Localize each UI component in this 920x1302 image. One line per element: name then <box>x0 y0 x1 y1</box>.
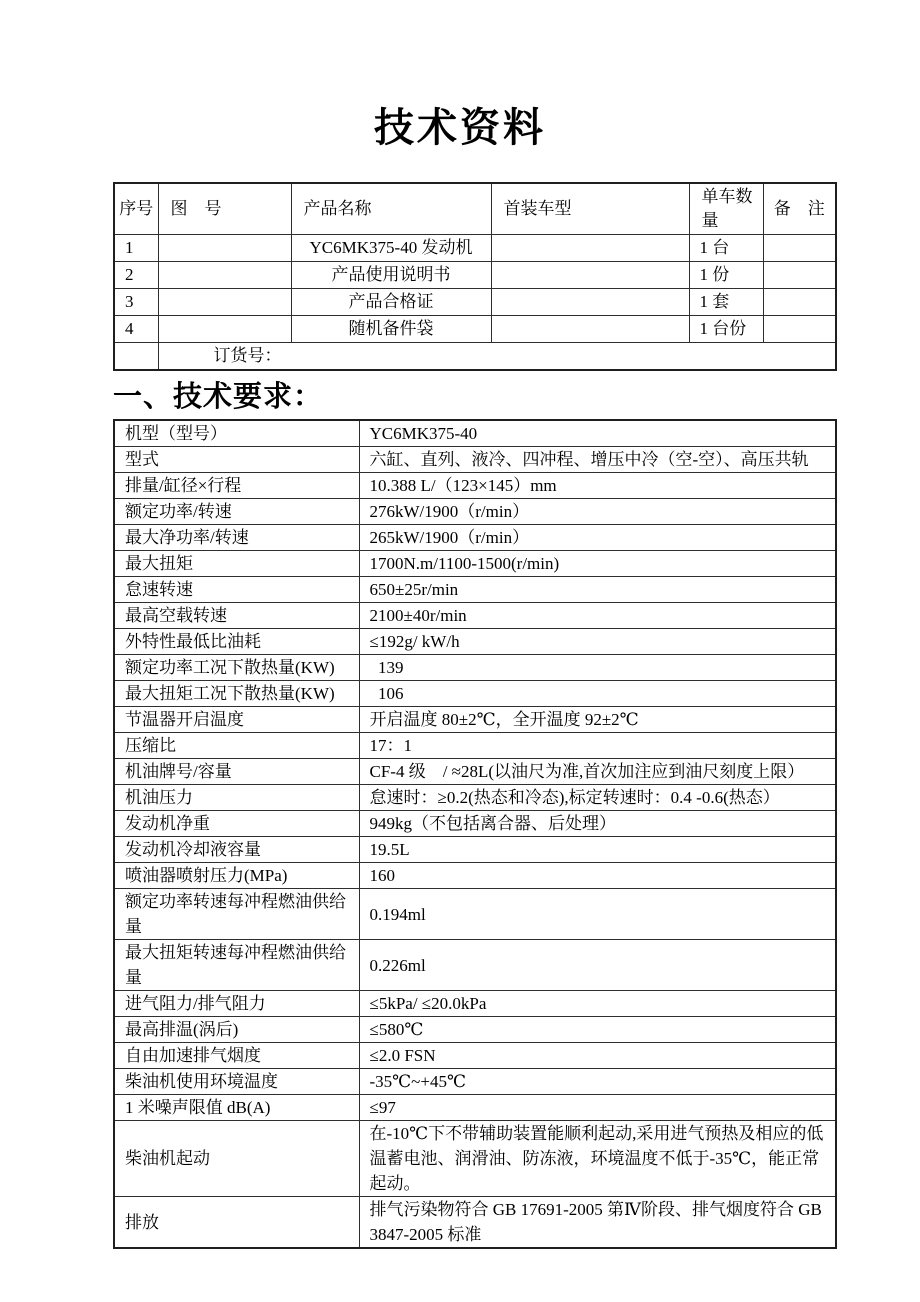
spec-table-row <box>114 1121 836 1197</box>
spec-value: 在-10℃下不带辅助装置能顺利起动,采用进气预热及相应的低温蓄电池、润滑油、防冻液，环境温度不低于-35℃，能正常起动。 <box>359 1121 836 1197</box>
parts-cell-no: 3 <box>114 289 158 316</box>
spec-label: 最大扭矩工况下散热量(KW) <box>114 681 359 707</box>
spec-table-row <box>114 785 836 811</box>
parts-cell-product-name: YC6MK375-40 发动机 <box>291 235 491 262</box>
spec-value: 17：1 <box>359 733 836 759</box>
parts-table-footer <box>114 343 836 371</box>
spec-table-row <box>114 733 836 759</box>
parts-header-row <box>114 183 836 235</box>
spec-value: 650±25r/min <box>359 577 836 603</box>
parts-cell-qty: 1 份 <box>689 262 763 289</box>
spec-table-row <box>114 447 836 473</box>
parts-table <box>113 182 837 371</box>
spec-label: 1 米噪声限值 dB(A) <box>114 1095 359 1121</box>
spec-value: 0.226ml <box>359 940 836 991</box>
spec-label: 最大扭矩转速每冲程燃油供给量 <box>114 940 359 991</box>
order-number-label: 订货号： <box>158 343 836 371</box>
spec-value: ≤5kPa/ ≤20.0kPa <box>359 991 836 1017</box>
spec-table-body <box>114 420 836 1248</box>
parts-cell-remark <box>763 316 836 343</box>
spec-label: 柴油机使用环境温度 <box>114 1069 359 1095</box>
spec-label: 柴油机起动 <box>114 1121 359 1197</box>
parts-cell-drawing-no <box>158 289 291 316</box>
spec-table-row <box>114 499 836 525</box>
parts-cell-no: 4 <box>114 316 158 343</box>
spec-label: 机油压力 <box>114 785 359 811</box>
parts-cell-drawing-no <box>158 316 291 343</box>
spec-table-row <box>114 863 836 889</box>
spec-value: 2100±40r/min <box>359 603 836 629</box>
spec-table-row <box>114 707 836 733</box>
parts-table-row <box>114 235 836 262</box>
parts-cell-vehicle-model <box>491 262 689 289</box>
parts-footer-empty-cell <box>114 343 158 371</box>
parts-cell-vehicle-model <box>491 316 689 343</box>
spec-value: 六缸、直列、液冷、四冲程、增压中冷（空-空）、高压共轨 <box>359 447 836 473</box>
spec-table-row <box>114 655 836 681</box>
spec-value: 开启温度 80±2℃，全开温度 92±2℃ <box>359 707 836 733</box>
parts-header-drawing-no: 图 号 <box>158 183 291 235</box>
parts-cell-remark <box>763 262 836 289</box>
spec-table <box>113 419 837 1249</box>
spec-value: ≤580℃ <box>359 1017 836 1043</box>
spec-label: 机型（型号） <box>114 420 359 447</box>
parts-table-header <box>114 183 836 235</box>
spec-label: 发动机冷却液容量 <box>114 837 359 863</box>
parts-table-body <box>114 235 836 343</box>
spec-table-row <box>114 811 836 837</box>
spec-value: 160 <box>359 863 836 889</box>
spec-table-row <box>114 759 836 785</box>
parts-cell-no: 1 <box>114 235 158 262</box>
spec-label: 喷油器喷射压力(MPa) <box>114 863 359 889</box>
spec-table-row <box>114 420 836 447</box>
parts-cell-product-name: 产品合格证 <box>291 289 491 316</box>
spec-value: 139 <box>359 655 836 681</box>
spec-table-row <box>114 1043 836 1069</box>
parts-cell-no: 2 <box>114 262 158 289</box>
spec-label: 外特性最低比油耗 <box>114 629 359 655</box>
spec-table-row <box>114 629 836 655</box>
spec-label: 额定功率工况下散热量(KW) <box>114 655 359 681</box>
parts-table-row <box>114 316 836 343</box>
parts-footer-row <box>114 343 836 371</box>
spec-value: 排气污染物符合 GB 17691-2005 第Ⅳ阶段、排气烟度符合 GB 3847-2005 标准 <box>359 1197 836 1249</box>
spec-label: 最大扭矩 <box>114 551 359 577</box>
parts-cell-qty: 1 台份 <box>689 316 763 343</box>
spec-label: 最高空载转速 <box>114 603 359 629</box>
document-title: 技术资料 <box>374 105 546 150</box>
parts-cell-vehicle-model <box>491 289 689 316</box>
spec-label: 发动机净重 <box>114 811 359 837</box>
spec-table-row <box>114 1197 836 1249</box>
spec-label: 额定功率/转速 <box>114 499 359 525</box>
parts-header-product-name: 产品名称 <box>291 183 491 235</box>
spec-label: 节温器开启温度 <box>114 707 359 733</box>
spec-table-row <box>114 1095 836 1121</box>
spec-table-row <box>114 1017 836 1043</box>
spec-value: 276kW/1900（r/min） <box>359 499 836 525</box>
spec-label: 自由加速排气烟度 <box>114 1043 359 1069</box>
spec-value: ≤2.0 FSN <box>359 1043 836 1069</box>
parts-header-no: 序号 <box>114 183 158 235</box>
spec-table-row <box>114 991 836 1017</box>
spec-label: 最高排温(涡后) <box>114 1017 359 1043</box>
spec-table-row <box>114 603 836 629</box>
spec-value: YC6MK375-40 <box>359 420 836 447</box>
spec-label: 机油牌号/容量 <box>114 759 359 785</box>
parts-cell-drawing-no <box>158 235 291 262</box>
spec-table-row <box>114 837 836 863</box>
parts-cell-drawing-no <box>158 262 291 289</box>
parts-cell-qty: 1 台 <box>689 235 763 262</box>
parts-cell-qty: 1 套 <box>689 289 763 316</box>
spec-label: 排放 <box>114 1197 359 1249</box>
parts-header-vehicle-model: 首装车型 <box>491 183 689 235</box>
spec-label: 排量/缸径×行程 <box>114 473 359 499</box>
parts-cell-remark <box>763 289 836 316</box>
spec-value: 10.388 L/（123×145）mm <box>359 473 836 499</box>
spec-label: 进气阻力/排气阻力 <box>114 991 359 1017</box>
parts-cell-product-name: 产品使用说明书 <box>291 262 491 289</box>
spec-value: 106 <box>359 681 836 707</box>
spec-value: -35℃~+45℃ <box>359 1069 836 1095</box>
spec-table-row <box>114 1069 836 1095</box>
spec-value: 0.194ml <box>359 889 836 940</box>
spec-value: ≤192g/ kW/h <box>359 629 836 655</box>
section-heading: 一、技术要求： <box>113 381 324 413</box>
spec-label: 型式 <box>114 447 359 473</box>
spec-label: 额定功率转速每冲程燃油供给量 <box>114 889 359 940</box>
spec-table-row <box>114 551 836 577</box>
spec-value: 265kW/1900（r/min） <box>359 525 836 551</box>
spec-label: 怠速转速 <box>114 577 359 603</box>
spec-label: 最大净功率/转速 <box>114 525 359 551</box>
spec-value: 19.5L <box>359 837 836 863</box>
parts-header-remark: 备 注 <box>763 183 836 235</box>
parts-table-row <box>114 262 836 289</box>
spec-label: 压缩比 <box>114 733 359 759</box>
spec-value: 949kg（不包括离合器、后处理） <box>359 811 836 837</box>
spec-table-row <box>114 473 836 499</box>
spec-value: 1700N.m/1100-1500(r/min) <box>359 551 836 577</box>
spec-value: CF-4 级 / ≈28L(以油尺为准,首次加注应到油尺刻度上限） <box>359 759 836 785</box>
spec-value: ≤97 <box>359 1095 836 1121</box>
spec-value: 怠速时：≥0.2(热态和冷态),标定转速时：0.4 -0.6(热态） <box>359 785 836 811</box>
spec-table-row <box>114 577 836 603</box>
parts-cell-remark <box>763 235 836 262</box>
spec-table-row <box>114 940 836 991</box>
parts-cell-vehicle-model <box>491 235 689 262</box>
spec-table-row <box>114 525 836 551</box>
parts-table-row <box>114 289 836 316</box>
content-area <box>113 182 835 1249</box>
spec-table-row <box>114 889 836 940</box>
parts-cell-product-name: 随机备件袋 <box>291 316 491 343</box>
spec-table-row <box>114 681 836 707</box>
parts-header-qty: 单车数量 <box>689 183 763 235</box>
